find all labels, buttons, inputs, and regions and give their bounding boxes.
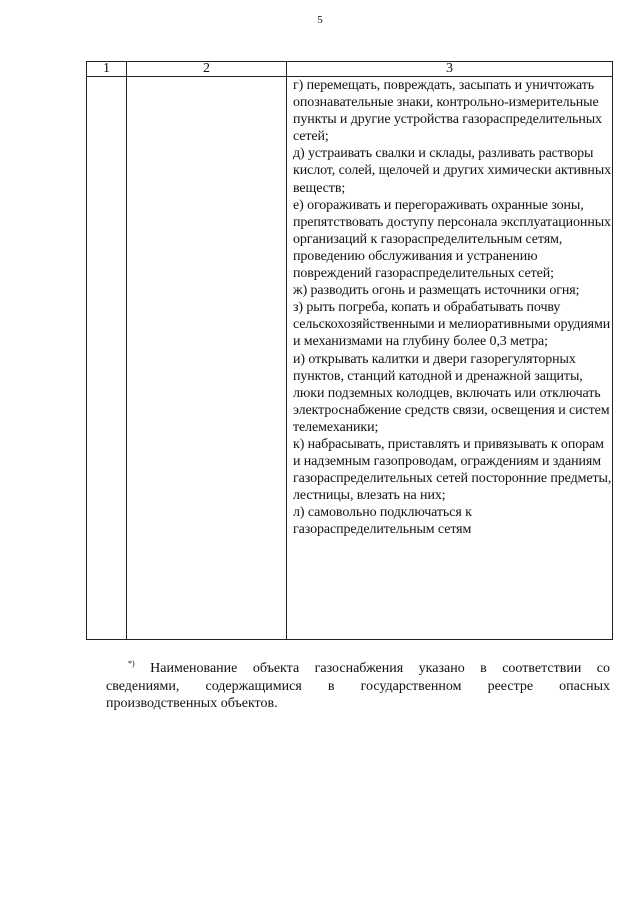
list-item: е) огораживать и перегораживать охранные зоны, препятствовать доступу персонала эксплуатационных организаций к газораспределительным сетям, проведению обслуживания и устранению повреждений газораспределительных сетей; xyxy=(293,197,611,282)
footnote-marker: *) xyxy=(128,659,135,668)
table-row xyxy=(87,77,613,640)
list-item: з) рыть погреба, копать и обрабатывать почву сельскохозяйственными и мелиоративными орудиями и механизмами на глубину более 0,3 метра; xyxy=(293,300,611,350)
table-cell-col3 xyxy=(287,77,613,640)
list-item: д) устраивать свалки и склады, разливать растворы кислот, солей, щелочей и других химически активных веществ; xyxy=(293,146,612,196)
list-item: и) открывать калитки и двери газорегуляторных пунктов, станций катодной и дренажной защиты, люки подземных колодцев, включать или отключать электроснабжение средств связи, освещения и систем телемеханики; xyxy=(293,351,610,435)
table-header-row xyxy=(87,62,613,77)
list-item: г) перемещать, повреждать, засыпать и уничтожать опознавательные знаки, контрольно-измерительные пункты и другие устройства газораспределительных сетей; xyxy=(293,78,602,145)
column-header-3: 3 xyxy=(287,62,613,77)
footnote-line-3: производственных объектов. xyxy=(106,696,278,711)
column-header-1: 1 xyxy=(87,62,127,77)
table-cell-col2 xyxy=(127,77,287,640)
table-cell-col1 xyxy=(87,77,127,640)
footnote-line-1 xyxy=(106,660,610,678)
list-item: к) набрасывать, приставлять и привязывать к опорам и надземным газопроводам, ограждениям и зданиям газораспределительных сетей посторонние предметы, лестницы, влезать на них; xyxy=(293,436,612,504)
footnote xyxy=(106,660,610,713)
footnote-line-2: сведениями, содержащимися в государственном реестре опасных xyxy=(106,678,610,694)
document-table xyxy=(86,61,613,640)
page-number: 5 xyxy=(317,14,323,26)
list-item: л) самовольно подключаться к газораспределительным сетям xyxy=(293,505,472,538)
list-item: ж) разводить огонь и размещать источники огня; xyxy=(293,283,580,299)
column-header-2: 2 xyxy=(127,62,287,77)
footnote-text-1: Наименование объекта газоснабжения указано в соответствии со xyxy=(150,661,610,676)
prohibition-list xyxy=(287,77,612,539)
